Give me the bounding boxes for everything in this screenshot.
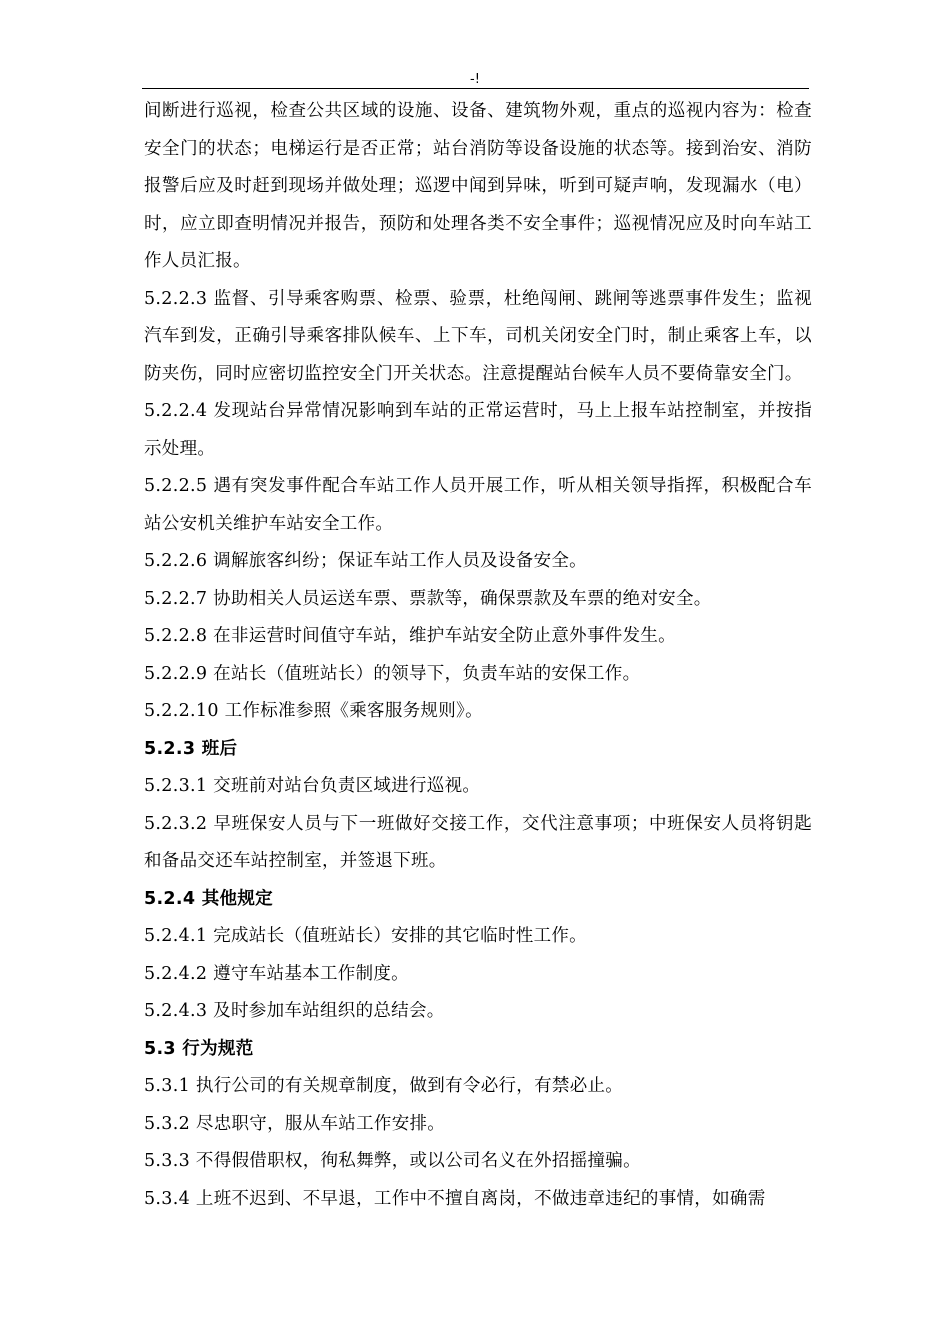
header-rule <box>142 88 809 89</box>
page-header-mark: -! <box>470 72 480 87</box>
paragraph: 5.2.2.6 调解旅客纠纷；保证车站工作人员及设备安全。 <box>144 551 587 571</box>
paragraph: 5.3.4 上班不迟到、不早退，工作中不擅自离岗，不做违章违纪的事情，如确需 <box>144 1188 766 1209</box>
paragraph: 5.2.2.5 遇有突发事件配合车站工作人员开展工作，听从相关领导指挥，积极配合车站公安机关维护车站安全工作。 <box>144 476 812 534</box>
paragraph: 5.2.3.2 早班保安人员与下一班做好交接工作，交代注意事项；中班保安人员将钥匙和备品交还车站控制室，并签退下班。 <box>144 813 812 871</box>
paragraph: 5.2.2.7 协助相关人员运送车票、票款等，确保票款及车票的绝对安全。 <box>144 588 712 609</box>
paragraph: 5.2.4.2 遵守车站基本工作制度。 <box>144 963 409 984</box>
paragraph: 5.2.2.4 发现站台异常情况影响到车站的正常运营时，马上上报车站控制室，并按指示处理。 <box>144 401 812 459</box>
paragraph: 5.2.2.3 监督、引导乘客购票、检票、验票，杜绝闯闸、跳闸等逃票事件发生；监视汽车到发，正确引导乘客排队候车、上下车，司机关闭安全门时，制止乘客上车，以防夹伤，同时应密切监控安全门开关状态。注意提醒站台候车人员不要倚靠安全门。 <box>144 288 812 384</box>
paragraph: 5.2.2.10 工作标准参照《乘客服务规则》。 <box>144 701 483 721</box>
paragraph: 5.2.4.3 及时参加车站组织的总结会。 <box>144 1001 445 1021</box>
paragraph: 5.3.1 执行公司的有关规章制度，做到有令必行，有禁必止。 <box>144 1076 624 1096</box>
paragraph: 5.2.2.8 在非运营时间值守车站，维护车站安全防止意外事件发生。 <box>144 626 676 646</box>
paragraph: 5.3.2 尽忠职守，服从车站工作安排。 <box>144 1113 446 1134</box>
paragraph: 5.2.2.9 在站长（值班站长）的领导下，负责车站的安保工作。 <box>144 663 641 684</box>
paragraph: 间断进行巡视，检查公共区域的设施、设备、建筑物外观，重点的巡视内容为：检查安全门的状态；电梯运行是否正常；站台消防等设备设施的状态等。接到治安、消防报警后应及时赶到现场并做处理；巡逻中闻到异味，听到可疑声响，发现漏水（电）时，应立即查明情况并报告，预防和处理各类不安全事件；巡视情况应及时向车站工作人员汇报。 <box>144 101 812 271</box>
section-heading: 5.2.3 班后 <box>144 738 238 759</box>
section-heading: 5.3 行为规范 <box>144 1038 254 1059</box>
document-body <box>144 93 812 1218</box>
section-heading: 5.2.4 其他规定 <box>144 888 273 909</box>
paragraph: 5.2.4.1 完成站长（值班站长）安排的其它临时性工作。 <box>144 926 587 946</box>
paragraph: 5.3.3 不得假借职权，徇私舞弊，或以公司名义在外招摇撞骗。 <box>144 1151 641 1171</box>
paragraph: 5.2.3.1 交班前对站台负责区域进行巡视。 <box>144 776 481 796</box>
